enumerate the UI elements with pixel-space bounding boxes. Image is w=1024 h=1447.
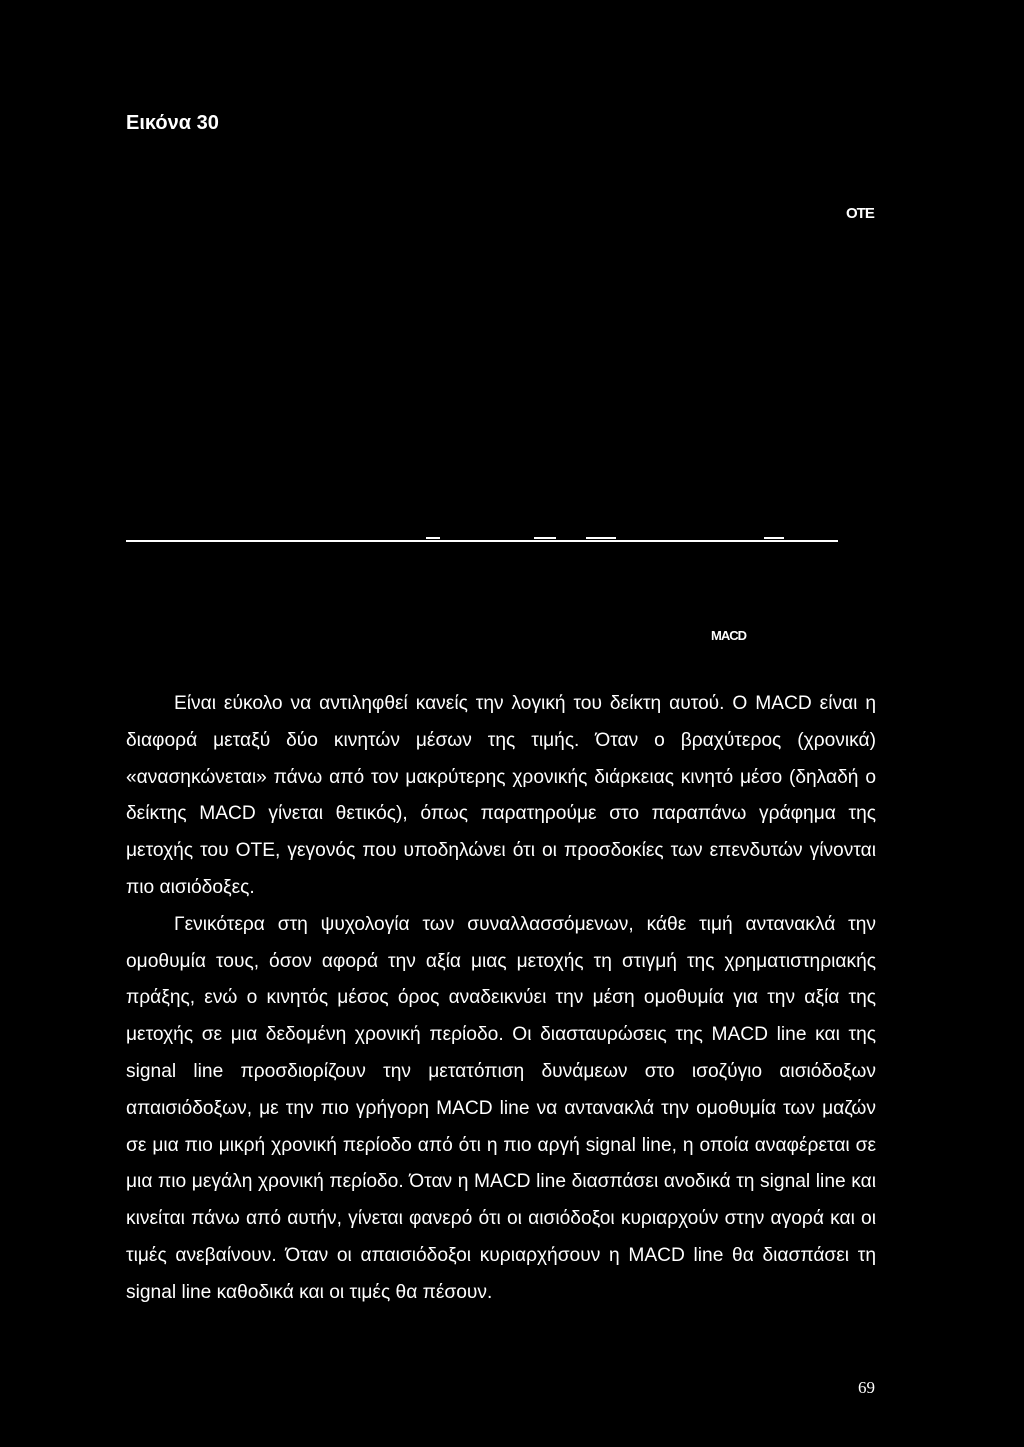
- macd-panel-label: MACD: [711, 628, 746, 643]
- chart-residue-mark: [764, 537, 784, 539]
- body-text: [126, 686, 876, 1312]
- chart-residue-mark: [426, 537, 440, 539]
- page-number: 69: [858, 1378, 875, 1397]
- chart-title: OTE: [846, 205, 874, 222]
- figure-caption: Εικόνα 30: [126, 112, 219, 134]
- chart-area: [126, 150, 874, 660]
- chart-residue-mark: [534, 537, 556, 539]
- chart-separator-line: [126, 540, 838, 542]
- chart-residue-mark: [586, 537, 616, 539]
- paragraph: Γενικότερα στη ψυχολογία των συναλλασσόμενων, κάθε τιμή αντανακλά την ομοθυμία τους, όσον αφορά την αξία μιας μετοχής τη στιγμή της χρηματιστηριακής πράξης, ενώ ο κινητός μέσος όρος αναδεικνύει την μέση ομοθυμία για την αξία της μετοχής σε μια δεδομένη χρονική περίοδο. Οι διασταυρώσεις της MACD line και της signal line προσδιορίζουν την μετατόπιση δυνάμεων στο ισοζύγιο αισιόδοξων απαισιόδοξων, με την πιο γρήγορη MACD line να αντανακλά την ομοθυμία των μαζών σε μια πιο μικρή χρονική περίοδο από ότι η πιο αργή signal line, η οποία αναφέρεται σε μια πιο μεγάλη χρονική περίοδο. Όταν η MACD line διασπάσει ανοδικά τη signal line και κινείται πάνω από αυτήν, γίνεται φανερό ότι οι αισιόδοξοι κυριαρχούν στην αγορά και οι τιμές ανεβαίνουν. Όταν οι απαισιόδοξοι κυριαρχήσουν η MACD line θα διασπάσει τη signal line καθοδικά και οι τιμές θα πέσουν.: [126, 913, 876, 1303]
- paragraph: Είναι εύκολο να αντιληφθεί κανείς την λογική του δείκτη αυτού. Ο MACD είναι η διαφορά μεταξύ δύο κινητών μέσων της τιμής. Όταν ο βραχύτερος (χρονικά) «ανασηκώνεται» πάνω από τον μακρύτερης χρονικής διάρκειας κινητό μέσο (δηλαδή ο δείκτης MACD γίνεται θετικός), όπως παρατηρούμε στο παραπάνω γράφημα της μετοχής του ΟΤΕ, γεγονός που υποδηλώνει ότι οι προσδοκίες των επενδυτών γίνονται πιο αισιόδοξες.: [126, 693, 876, 898]
